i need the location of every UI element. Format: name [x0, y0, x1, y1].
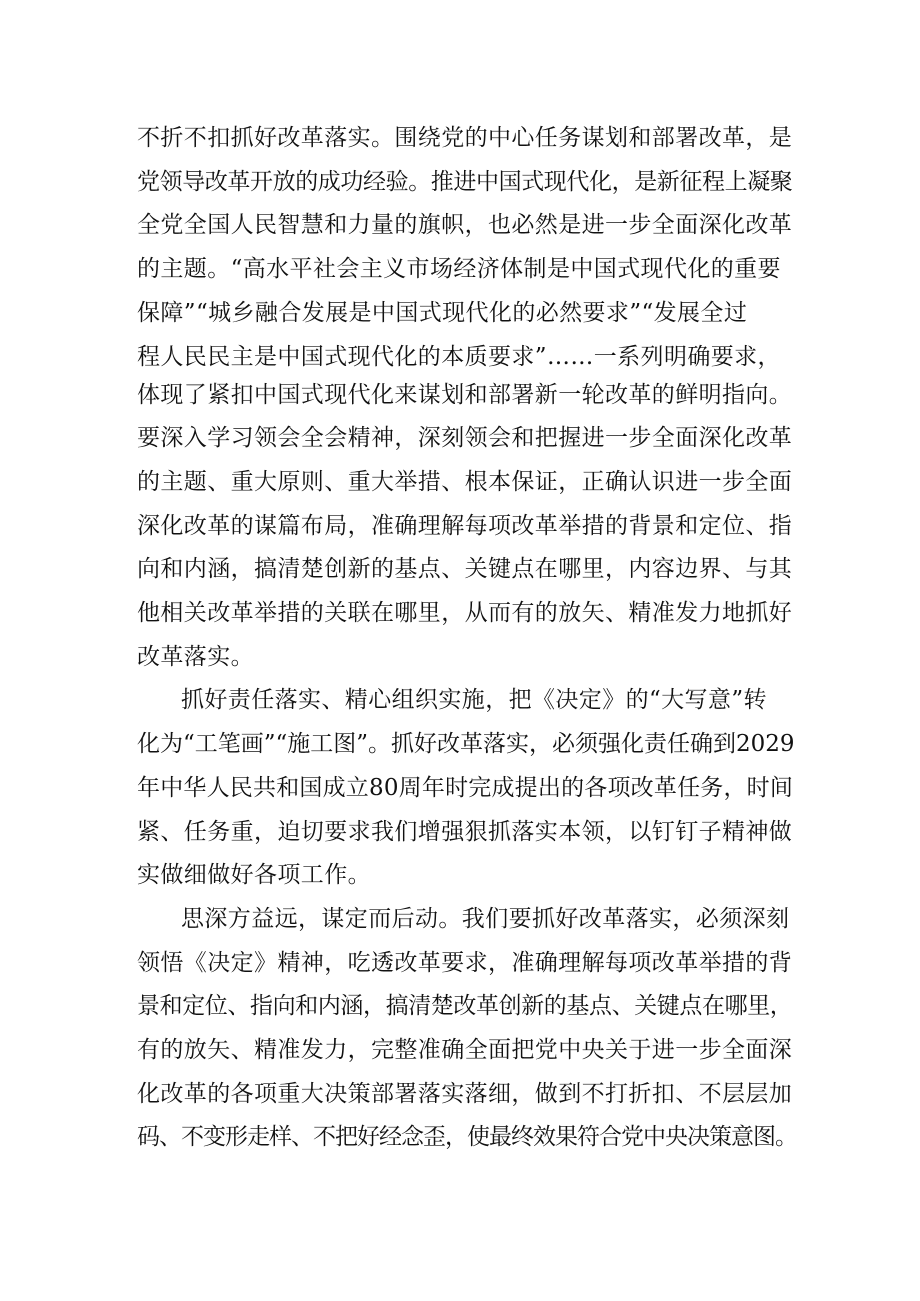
text-line: 有的放矢、精准发力，完整准确全面把党中央关于进一步全面深 [137, 1037, 793, 1063]
text-line: 的主题。“高水平社会主义市场经济体制是中国式现代化的重要 [137, 256, 781, 282]
paragraph-first-line: 思深方益远，谋定而后动。我们要抓好改革落实，必须深刻 [181, 906, 790, 932]
text-line: 景和定位、指向和内涵，搞清楚改革创新的基点、关键点在哪里， [137, 993, 793, 1019]
text-line: 改革落实。 [137, 644, 254, 670]
text-line: 的主题、重大原则、重大举措、根本保证，正确认识进一步全面 [137, 469, 793, 495]
text-line: 实做细做好各项工作。 [137, 862, 371, 888]
text-line: 保障”“城乡融合发展是中国式现代化的必然要求”“发展全过 [137, 300, 748, 326]
text-line: 紧、任务重，迫切要求我们增强狠抓落实本领，以钉钉子精神做 [137, 819, 793, 845]
text-line: 党领导改革开放的成功经验。推进中国式现代化，是新征程上凝聚 [137, 169, 793, 195]
text-line: 化为“工笔画”“施工图”。抓好改革落实，必须强化责任确到2029 [137, 731, 795, 757]
text-line: 向和内涵，搞清楚创新的基点、关键点在哪里，内容边界、与其 [137, 556, 793, 582]
text-line: 要深入学习领会全会精神，深刻领会和把握进一步全面深化改革 [137, 425, 793, 451]
text-line: 年中华人民共和国成立80周年时完成提出的各项改革任务，时间 [137, 775, 794, 801]
text-line: 体现了紧扣中国式现代化来谋划和部署新一轮改革的鲜明指向。 [137, 382, 793, 408]
paragraph-first-line: 抓好责任落实、精心组织实施，把《决定》的“大写意”转 [181, 687, 767, 713]
text-line: 不折不扣抓好改革落实。围绕党的中心任务谋划和部署改革，是 [137, 125, 793, 151]
text-line: 领悟《决定》精神，吃透改革要求，准确理解每项改革举措的背 [137, 950, 793, 976]
text-line: 深化改革的谋篇布局，准确理解每项改革举措的背景和定位、指 [137, 513, 793, 539]
text-line: 程人民民主是中国式现代化的本质要求”……一系列明确要求， [137, 344, 781, 370]
text-line: 他相关改革举措的关联在哪里，从而有的放矢、精准发力地抓好 [137, 600, 793, 626]
text-line: 码、不变形走样、不把好经念歪，使最终效果符合党中央决策意图。 [137, 1124, 797, 1150]
text-line: 全党全国人民智慧和力量的旗帜，也必然是进一步全面深化改革 [137, 212, 793, 238]
text-line: 化改革的各项重大决策部署落实落细，做到不打折扣、不层层加 [137, 1081, 793, 1107]
